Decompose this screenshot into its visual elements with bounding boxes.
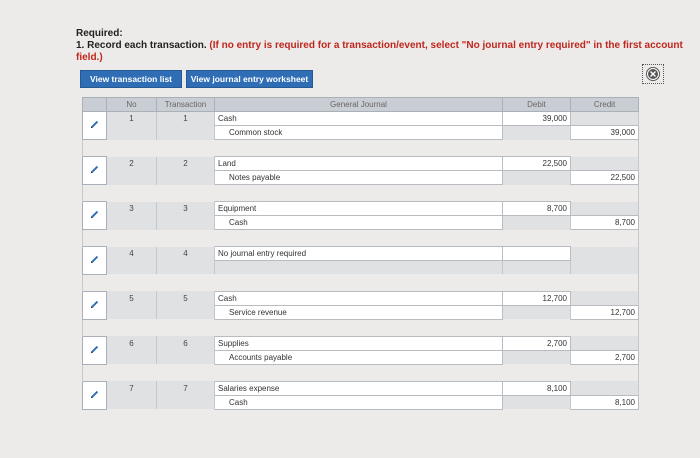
debit-empty — [503, 126, 571, 140]
entry-no: 4 — [107, 247, 157, 261]
entry-transaction: 7 — [157, 381, 215, 395]
header-edit — [83, 98, 107, 112]
header-transaction: Transaction — [157, 98, 215, 112]
journal-entry-row — [83, 202, 639, 216]
entry-no: 6 — [107, 336, 157, 350]
debit-account[interactable]: Cash — [215, 112, 503, 126]
entry-transaction: 4 — [157, 247, 215, 261]
pencil-icon — [89, 299, 100, 312]
journal-entry-row-credit — [83, 216, 639, 230]
journal-entry-row — [83, 247, 639, 261]
journal-entry-row-credit — [83, 171, 639, 185]
debit-amount[interactable]: 39,000 — [503, 112, 571, 126]
debit-empty — [503, 350, 571, 364]
debit-empty — [503, 216, 571, 230]
row-spacer — [83, 319, 639, 336]
debit-empty — [503, 261, 571, 275]
entry-transaction: 3 — [157, 202, 215, 216]
credit-account[interactable]: Common stock — [215, 126, 503, 140]
journal-entry-row — [83, 381, 639, 395]
no-empty — [107, 395, 157, 409]
entry-no: 2 — [107, 157, 157, 171]
credit-amount[interactable]: 12,700 — [571, 305, 639, 319]
required-title: Required: — [76, 28, 123, 39]
debit-account[interactable]: Cash — [215, 291, 503, 305]
journal-entry-row-credit — [83, 261, 639, 275]
entry-no: 1 — [107, 112, 157, 126]
header-debit: Debit — [503, 98, 571, 112]
pencil-icon — [89, 119, 100, 132]
journal-entry-row — [83, 112, 639, 126]
journal-entry-row-credit — [83, 305, 639, 319]
no-empty — [107, 126, 157, 140]
debit-account[interactable]: No journal entry required — [215, 247, 503, 261]
journal-entry-row-credit — [83, 126, 639, 140]
debit-account[interactable]: Equipment — [215, 202, 503, 216]
credit-account[interactable]: Cash — [215, 395, 503, 409]
entry-transaction: 1 — [157, 112, 215, 126]
debit-account[interactable]: Supplies — [215, 336, 503, 350]
credit-amount[interactable]: 22,500 — [571, 171, 639, 185]
credit-amount[interactable]: 39,000 — [571, 126, 639, 140]
header-general-journal: General Journal — [215, 98, 503, 112]
debit-account[interactable]: Salaries expense — [215, 381, 503, 395]
instruction-note: (If no entry is required for a transaction/event, select "No journal entry required" in the first account field.) — [76, 40, 683, 63]
pencil-icon — [89, 254, 100, 267]
debit-account[interactable]: Land — [215, 157, 503, 171]
table-header — [83, 98, 639, 112]
view-transaction-list-button[interactable]: View transaction list — [80, 70, 182, 88]
credit-empty — [571, 336, 639, 350]
debit-empty — [503, 395, 571, 409]
row-spacer — [83, 185, 639, 202]
debit-amount[interactable]: 22,500 — [503, 157, 571, 171]
required-instruction — [76, 40, 700, 64]
close-button[interactable] — [642, 64, 664, 84]
no-empty — [107, 261, 157, 275]
credit-amount[interactable]: 8,700 — [571, 216, 639, 230]
transaction-empty — [157, 171, 215, 185]
credit-amount[interactable]: 2,700 — [571, 350, 639, 364]
entry-no: 3 — [107, 202, 157, 216]
transaction-empty — [157, 350, 215, 364]
journal-entry-row-credit — [83, 395, 639, 409]
credit-empty — [571, 291, 639, 305]
debit-amount[interactable]: 8,700 — [503, 202, 571, 216]
debit-amount[interactable]: 8,100 — [503, 381, 571, 395]
general-journal-table — [82, 97, 639, 410]
no-empty — [107, 216, 157, 230]
edit-entry-button[interactable] — [83, 381, 107, 409]
credit-empty — [571, 381, 639, 395]
row-spacer — [83, 140, 639, 157]
credit-account[interactable]: Cash — [215, 216, 503, 230]
edit-entry-button[interactable] — [83, 247, 107, 275]
credit-account[interactable]: Notes payable — [215, 171, 503, 185]
journal-entry-row-credit — [83, 350, 639, 364]
credit-empty — [571, 157, 639, 171]
no-empty — [107, 171, 157, 185]
journal-entry-row — [83, 336, 639, 350]
instruction-prefix: 1. Record each transaction. — [76, 40, 207, 51]
requirements — [76, 28, 700, 64]
debit-empty — [503, 171, 571, 185]
view-journal-worksheet-button[interactable]: View journal entry worksheet — [186, 70, 313, 88]
transaction-empty — [157, 216, 215, 230]
pencil-icon — [89, 164, 100, 177]
credit-account[interactable]: Accounts payable — [215, 350, 503, 364]
transaction-empty — [157, 261, 215, 275]
debit-empty — [503, 305, 571, 319]
entry-transaction: 2 — [157, 157, 215, 171]
account-empty — [215, 261, 503, 275]
credit-empty — [571, 247, 639, 261]
edit-entry-button[interactable] — [83, 157, 107, 185]
edit-entry-button[interactable] — [83, 291, 107, 319]
row-spacer — [83, 230, 639, 247]
credit-empty — [571, 112, 639, 126]
entry-transaction: 6 — [157, 336, 215, 350]
no-empty — [107, 350, 157, 364]
pencil-icon — [89, 209, 100, 222]
journal-entry-row — [83, 291, 639, 305]
debit-amount[interactable]: 12,700 — [503, 291, 571, 305]
transaction-empty — [157, 126, 215, 140]
edit-entry-button[interactable] — [83, 202, 107, 230]
debit-amount[interactable] — [503, 247, 571, 261]
transaction-empty — [157, 395, 215, 409]
entry-transaction: 5 — [157, 291, 215, 305]
debit-amount[interactable]: 2,700 — [503, 336, 571, 350]
journal-entry-row — [83, 157, 639, 171]
credit-account[interactable]: Service revenue — [215, 305, 503, 319]
entry-no: 5 — [107, 291, 157, 305]
entry-no: 7 — [107, 381, 157, 395]
no-empty — [107, 305, 157, 319]
pencil-icon — [89, 344, 100, 357]
transaction-empty — [157, 305, 215, 319]
header-credit: Credit — [571, 98, 639, 112]
credit-amount[interactable]: 8,100 — [571, 395, 639, 409]
credit-empty — [571, 261, 639, 275]
row-spacer — [83, 364, 639, 381]
edit-entry-button[interactable] — [83, 112, 107, 140]
header-no: No — [107, 98, 157, 112]
credit-empty — [571, 202, 639, 216]
close-circle-icon — [645, 66, 661, 82]
edit-entry-button[interactable] — [83, 336, 107, 364]
pencil-icon — [89, 389, 100, 402]
row-spacer — [83, 274, 639, 291]
